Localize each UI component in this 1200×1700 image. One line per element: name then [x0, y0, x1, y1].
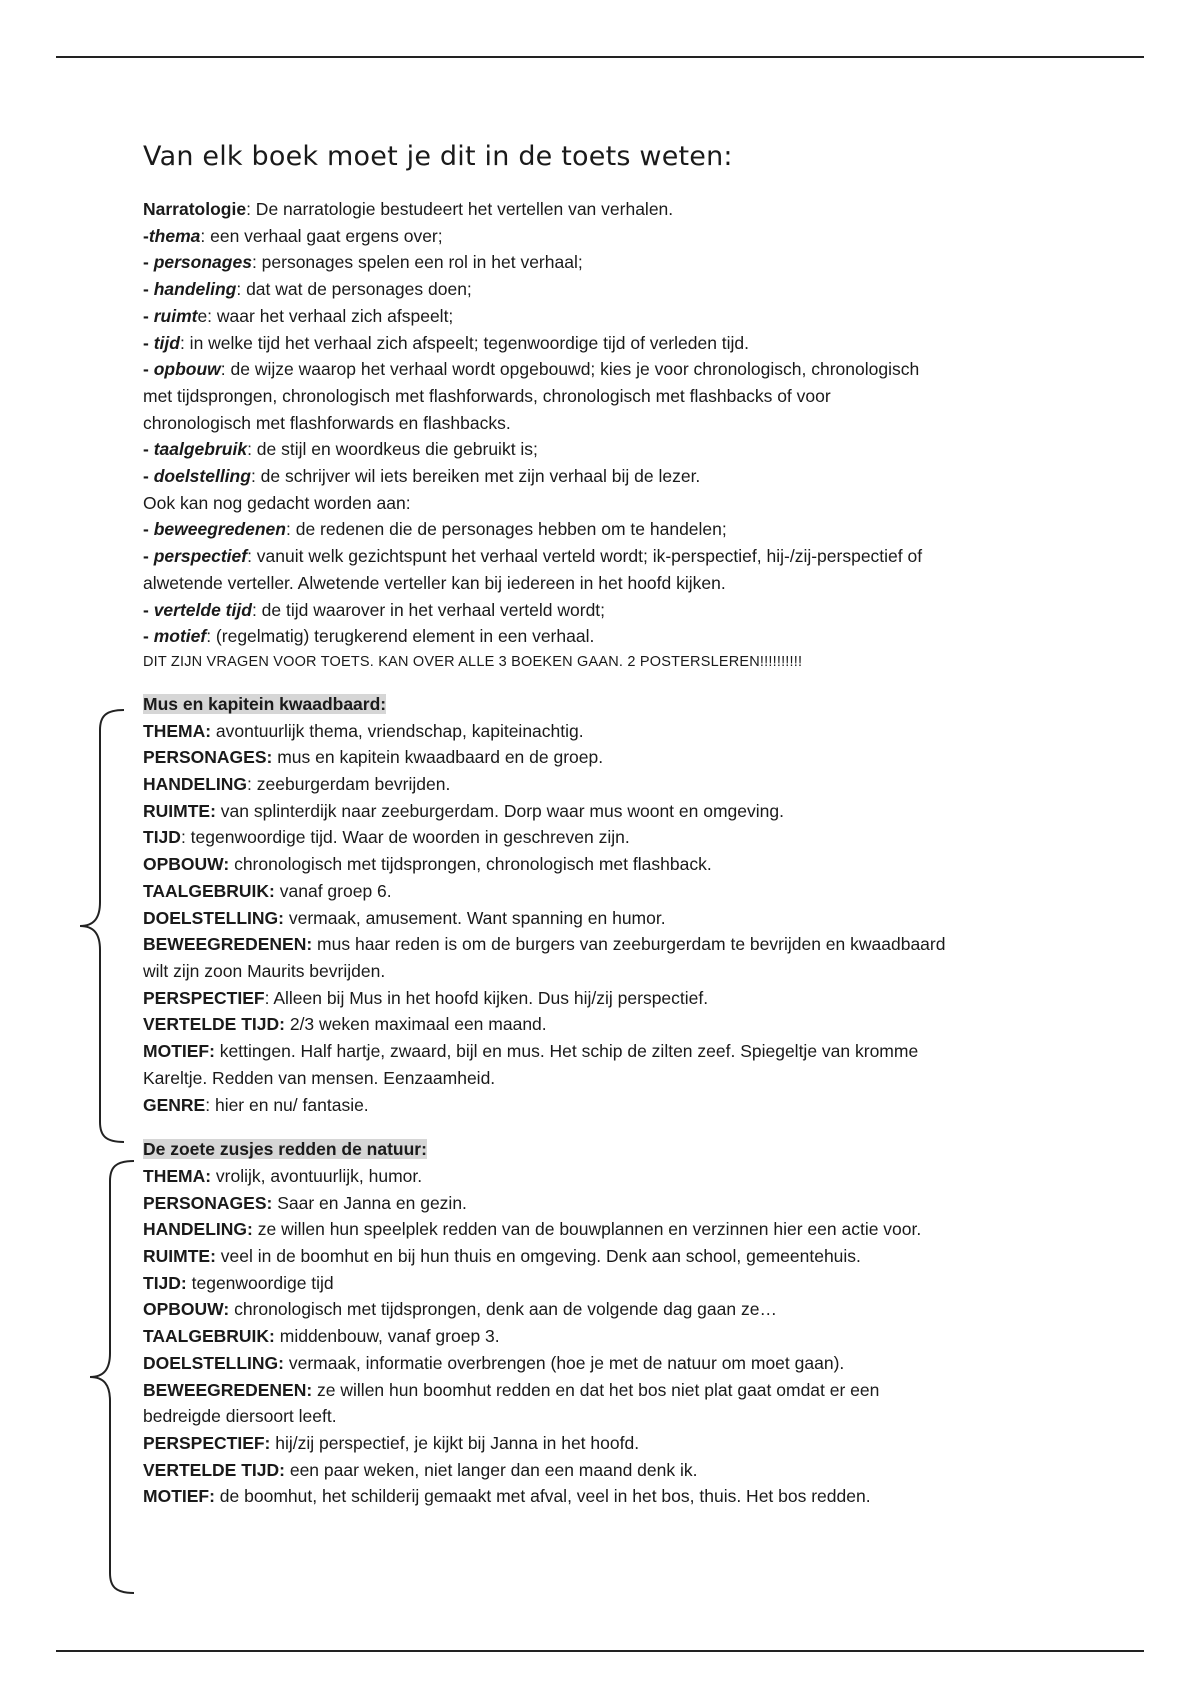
row-text: vermaak, amusement. Want spanning en humor.	[283, 907, 666, 928]
term-text: : de schrijver wil iets bereiken met zijn verhaal bij de lezer.	[250, 466, 701, 487]
book-row	[143, 718, 1073, 745]
intro-items-2	[143, 436, 1073, 489]
book-row	[143, 1270, 1073, 1297]
term-line: - motief: (regelmatig) terugkerend element in een verhaal.	[143, 626, 595, 647]
term-text: e: waar het verhaal zich afspeelt;	[197, 305, 454, 326]
intro-items	[143, 223, 1073, 383]
book1-section	[143, 691, 1073, 1118]
book-row	[143, 1457, 1073, 1484]
narratologie-text: : De narratologie bestudeert het vertellen van verhalen.	[246, 199, 674, 219]
book-row	[143, 798, 1073, 825]
row-text: Saar en Janna en gezin.	[272, 1192, 467, 1213]
row-label: PERSONAGES:	[143, 1192, 273, 1213]
term-line: -thema: een verhaal gaat ergens over;	[143, 225, 443, 246]
page-title: Van elk boek moet je dit in de toets weten:	[143, 141, 733, 172]
term-text: : de redenen die de personages hebben om te handelen;	[285, 519, 727, 540]
row-label: RUIMTE:	[143, 800, 216, 821]
book-row	[143, 1038, 1073, 1065]
term-label: taalgebruik	[153, 439, 248, 460]
row-text: chronologisch met tijdsprongen, denk aan de volgende dag gaan ze…	[229, 1299, 777, 1320]
term-text: : de stijl en woordkeus die gebruikt is;	[247, 439, 538, 460]
term-text: : (regelmatig) terugkerend element in een verhaal.	[206, 626, 595, 647]
brace-book2	[80, 1157, 140, 1597]
row-text: van splinterdijk naar zeeburgerdam. Dorp waar mus woont en omgeving.	[215, 800, 784, 821]
row-text: : Alleen bij Mus in het hoofd kijken. Dus hij/zij perspectief.	[264, 987, 709, 1008]
term-label: tijd	[153, 332, 180, 353]
opbouw-cont-2: chronologisch met flashforwards en flashbacks.	[143, 412, 511, 433]
term-text: : een verhaal gaat ergens over;	[200, 225, 443, 246]
row-label: PERSPECTIEF	[143, 987, 265, 1008]
row-label: GENRE	[143, 1094, 206, 1115]
intro-items-4	[143, 597, 1073, 650]
intro-items-3	[143, 516, 1073, 569]
row-label: HANDELING:	[143, 1219, 253, 1240]
book1-rows	[143, 718, 1073, 1119]
book-row	[143, 931, 1073, 958]
term-line: - opbouw: de wijze waarop het verhaal wordt opgebouwd; kies je voor chronologisch, chronologisch	[143, 359, 920, 380]
row-label: PERSONAGES:	[143, 747, 273, 768]
book-row	[143, 1011, 1073, 1038]
row-label: BEWEEGREDENEN:	[143, 934, 313, 955]
book-row	[143, 744, 1073, 771]
book-row	[143, 1430, 1073, 1457]
row-text: ze willen hun speelplek redden van de bouwplannen en verzinnen hier een actie voor.	[252, 1219, 922, 1240]
row-label: MOTIEF:	[143, 1486, 215, 1507]
term-label: opbouw	[153, 359, 221, 380]
top-rule	[56, 56, 1144, 58]
row-label: TAALGEBRUIK:	[143, 1326, 275, 1347]
row-text: : tegenwoordige tijd. Waar de woorden in geschreven zijn.	[180, 827, 630, 848]
term-label: doelstelling	[153, 466, 251, 487]
row-text: vanaf groep 6.	[274, 880, 392, 901]
term-text: : in welke tijd het verhaal zich afspeelt; tegenwoordige tijd of verleden tijd.	[179, 332, 750, 353]
book-row	[143, 771, 1073, 798]
row-label: HANDELING	[143, 774, 248, 795]
narratologie-label: Narratologie	[143, 199, 247, 219]
row-text: chronologisch met tijdsprongen, chronologisch met flashback.	[229, 854, 712, 875]
row-label: TIJD:	[143, 1272, 187, 1293]
book-row	[143, 851, 1073, 878]
term-label: handeling	[153, 279, 237, 300]
row-label: PERSPECTIEF:	[143, 1432, 271, 1453]
row-text: wilt zijn zoon Maurits bevrijden.	[143, 960, 386, 981]
row-text: avontuurlijk thema, vriendschap, kapiteinachtig.	[211, 720, 584, 741]
row-label: DOELSTELLING:	[143, 1352, 284, 1373]
book-row	[143, 1403, 1073, 1430]
row-label: DOELSTELLING:	[143, 907, 284, 928]
book-row	[143, 1296, 1073, 1323]
intro-section	[143, 196, 1073, 674]
term-label: perspectief	[153, 546, 248, 567]
row-label: VERTELDE TIJD:	[143, 1014, 285, 1035]
book-row	[143, 878, 1073, 905]
row-label: BEWEEGREDENEN:	[143, 1379, 313, 1400]
term-text: : de tijd waarover in het verhaal verteld wordt;	[251, 599, 606, 620]
row-text: mus en kapitein kwaadbaard en de groep.	[272, 747, 604, 768]
brace-book1	[70, 706, 130, 1146]
also-line: Ook kan nog gedacht worden aan:	[143, 492, 411, 513]
row-label: MOTIEF:	[143, 1041, 215, 1062]
term-line: - vertelde tijd: de tijd waarover in het verhaal verteld wordt;	[143, 599, 606, 620]
perspectief-cont: alwetende verteller. Alwetende verteller kan bij iedereen in het hoofd kijken.	[143, 572, 726, 593]
book2-rows	[143, 1163, 1073, 1510]
row-label: THEMA:	[143, 720, 212, 741]
term-line: - ruimte: waar het verhaal zich afspeelt;	[143, 305, 454, 326]
book-row	[143, 1323, 1073, 1350]
row-text: vermaak, informatie overbrengen (hoe je met de natuur om moet gaan).	[283, 1352, 845, 1373]
row-text: mus haar reden is om de burgers van zeeburgerdam te bevrijden en kwaadbaard	[312, 934, 946, 955]
term-text: : de wijze waarop het verhaal wordt opgebouwd; kies je voor chronologisch, chronologisch	[220, 359, 920, 380]
book-row	[143, 1216, 1073, 1243]
book-row	[143, 905, 1073, 932]
row-text: tegenwoordige tijd	[186, 1272, 334, 1293]
term-text: : dat wat de personages doen;	[236, 279, 472, 300]
term-label: beweegredenen	[153, 519, 286, 540]
term-line: - taalgebruik: de stijl en woordkeus die gebruikt is;	[143, 439, 538, 460]
row-label: OPBOUW:	[143, 854, 230, 875]
term-line: - beweegredenen: de redenen die de personages hebben om te handelen;	[143, 519, 727, 540]
term-label: vertelde tijd	[153, 599, 252, 620]
term-line: - tijd: in welke tijd het verhaal zich afspeelt; tegenwoordige tijd of verleden tijd.	[143, 332, 750, 353]
row-text: middenbouw, vanaf groep 3.	[274, 1326, 500, 1347]
term-label: thema	[148, 225, 201, 246]
book-row	[143, 1190, 1073, 1217]
book-row	[143, 1350, 1073, 1377]
row-text: ze willen hun boomhut redden en dat het bos niet plat gaat omdat er een	[312, 1379, 880, 1400]
bottom-rule	[56, 1650, 1144, 1652]
row-label: OPBOUW:	[143, 1299, 230, 1320]
book-row	[143, 1377, 1073, 1404]
row-label: RUIMTE:	[143, 1246, 216, 1267]
book2-title: De zoete zusjes redden de natuur:	[143, 1139, 427, 1160]
book-row	[143, 1483, 1073, 1510]
row-text: : hier en nu/ fantasie.	[205, 1094, 369, 1115]
term-line: - doelstelling: de schrijver wil iets bereiken met zijn verhaal bij de lezer.	[143, 466, 701, 487]
row-text: vrolijk, avontuurlijk, humor.	[211, 1165, 423, 1186]
book-row	[143, 1092, 1073, 1119]
row-text: een paar weken, niet langer dan een maand denk ik.	[284, 1459, 698, 1480]
term-label: ruimt	[153, 305, 198, 326]
term-text: : vanuit welk gezichtspunt het verhaal verteld wordt; ik-perspectief, hij-/zij-perspectief of	[247, 546, 923, 567]
term-label: motief	[153, 626, 207, 647]
book-row	[143, 985, 1073, 1012]
row-label: TIJD	[143, 827, 181, 848]
term-line: - handeling: dat wat de personages doen;	[143, 279, 472, 300]
book-row	[143, 824, 1073, 851]
row-label: TAALGEBRUIK:	[143, 880, 275, 901]
exam-alert: DIT ZIJN VRAGEN VOOR TOETS. KAN OVER ALLE 3 BOEKEN GAAN. 2 POSTERSLEREN!!!!!!!!!!	[143, 653, 803, 670]
opbouw-cont-1: met tijdsprongen, chronologisch met flashforwards, chronologisch met flashbacks of voor	[143, 385, 831, 406]
row-text: de boomhut, het schilderij gemaakt met afval, veel in het bos, thuis. Het bos redden.	[214, 1486, 871, 1507]
book2-section	[143, 1136, 1073, 1510]
term-line: - perspectief: vanuit welk gezichtspunt het verhaal verteld wordt; ik-perspectief, hij-/zij-perspectief of	[143, 546, 923, 567]
book-row	[143, 1243, 1073, 1270]
book1-title: Mus en kapitein kwaadbaard:	[143, 693, 387, 714]
row-text: kettingen. Half hartje, zwaard, bijl en mus. Het schip de zilten zeef. Spiegeltje van kromme	[214, 1041, 919, 1062]
row-text: 2/3 weken maximaal een maand.	[284, 1014, 547, 1035]
narratologie-line	[143, 196, 1073, 223]
row-text: hij/zij perspectief, je kijkt bij Janna in het hoofd.	[270, 1432, 640, 1453]
row-label: THEMA:	[143, 1165, 212, 1186]
book-row	[143, 958, 1073, 985]
row-text: veel in de boomhut en bij hun thuis en omgeving. Denk aan school, gemeentehuis.	[215, 1246, 861, 1267]
book-row	[143, 1065, 1073, 1092]
row-text: Kareltje. Redden van mensen. Eenzaamheid.	[143, 1067, 496, 1088]
term-label: personages	[153, 252, 252, 273]
term-line: - personages: personages spelen een rol in het verhaal;	[143, 252, 583, 273]
row-text: bedreigde diersoort leeft.	[143, 1406, 337, 1427]
term-text: : personages spelen een rol in het verhaal;	[251, 252, 583, 273]
book-row	[143, 1163, 1073, 1190]
document-content	[143, 140, 1073, 1510]
row-label: VERTELDE TIJD:	[143, 1459, 285, 1480]
row-text: : zeeburgerdam bevrijden.	[247, 774, 451, 795]
